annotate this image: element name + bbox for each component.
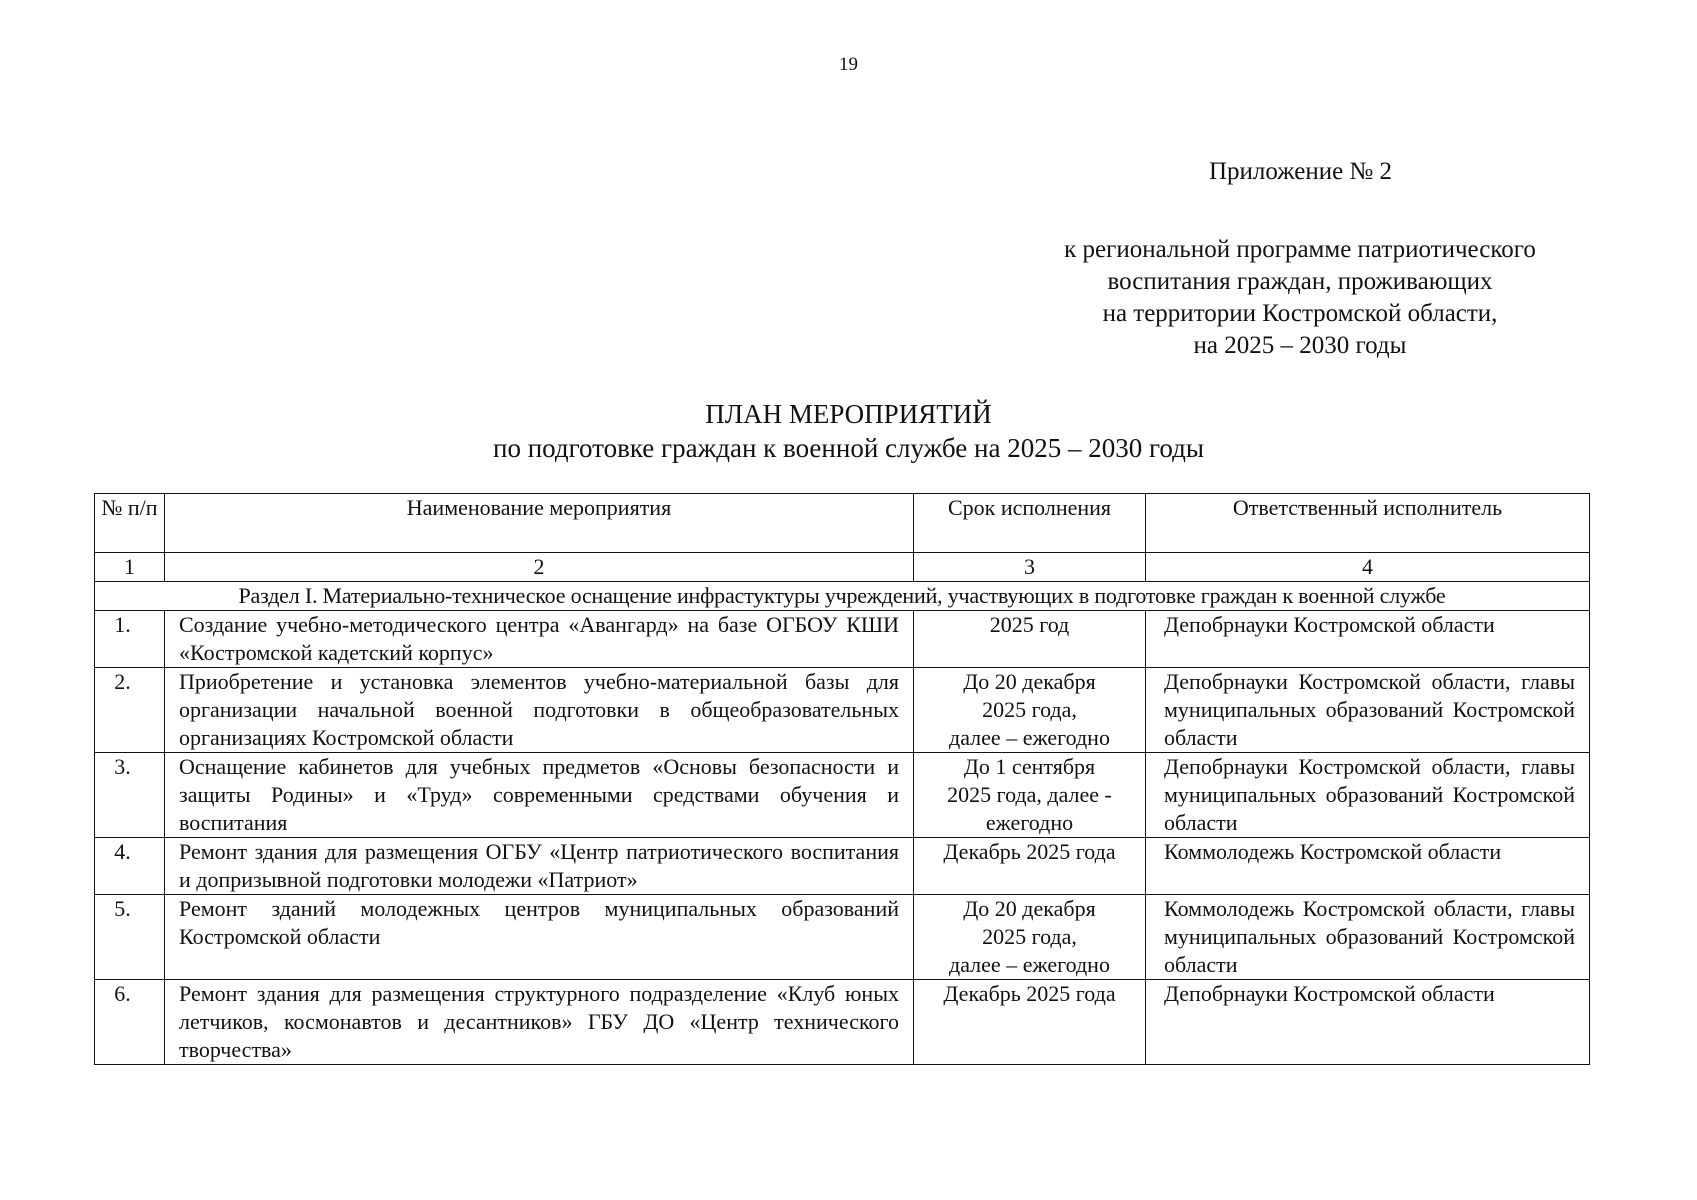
row-name: Оснащение кабинетов для учебных предметов «Основы безопасности и защиты Родины» и «Труд» современными средствами обучения и воспитания: [165, 753, 914, 838]
table-row: [95, 980, 1590, 1065]
row-term: Декабрь 2025 года: [914, 838, 1146, 895]
row-name: Ремонт зданий молодежных центров муниципальных образований Костромской области: [165, 895, 914, 980]
appendix-title: Приложение № 2: [1209, 158, 1393, 185]
row-term: До 20 декабря 2025 года, далее – ежегодно: [914, 895, 1146, 980]
header-number: № п/п: [95, 494, 165, 553]
column-number: 2: [165, 553, 914, 582]
column-number-row: [95, 553, 1590, 582]
table-row: [95, 668, 1590, 753]
table-row: [95, 895, 1590, 980]
row-number: 5.: [95, 895, 165, 980]
table-header-row: [95, 494, 1590, 553]
table-row: [95, 753, 1590, 838]
plan-heading: [0, 397, 1697, 465]
column-number: 1: [95, 553, 165, 582]
row-responsible: Депобрнауки Костромской области: [1146, 611, 1590, 668]
row-name: Создание учебно-методического центра «Авангард» на базе ОГБОУ КШИ «Костромской кадетский корпус»: [165, 611, 914, 668]
row-responsible: Депобрнауки Костромской области: [1146, 980, 1590, 1065]
row-responsible: Депобрнауки Костромской области, главы муниципальных образований Костромской области: [1146, 753, 1590, 838]
section-row: [95, 582, 1590, 611]
row-term: До 20 декабря 2025 года, далее – ежегодно: [914, 668, 1146, 753]
table-row: [95, 611, 1590, 668]
row-name: Ремонт здания для размещения структурного подразделение «Клуб юных летчиков, космонавтов и десантников» ГБУ ДО «Центр технического творчества»: [165, 980, 914, 1065]
row-number: 2.: [95, 668, 165, 753]
row-number: 6.: [95, 980, 165, 1065]
row-term: До 1 сентября 2025 года, далее - ежегодно: [914, 753, 1146, 838]
row-responsible: Коммолодежь Костромской области, главы муниципальных образований Костромской области: [1146, 895, 1590, 980]
row-name: Приобретение и установка элементов учебно-материальной базы для организации начальной военной подготовки в общеобразовательных организациях Костромской области: [165, 668, 914, 753]
header-responsible: Ответственный исполнитель: [1146, 494, 1590, 553]
appendix-subtitle: к региональной программе патриотического воспитания граждан, проживающих на территории Костромской области, на 2025 – 2030 годы: [1064, 236, 1536, 359]
row-number: 3.: [95, 753, 165, 838]
column-number: 3: [914, 553, 1146, 582]
plan-title: ПЛАН МЕРОПРИЯТИЙ: [705, 399, 992, 429]
row-term: Декабрь 2025 года: [914, 980, 1146, 1065]
row-name: Ремонт здания для размещения ОГБУ «Центр патриотического воспитания и допризывной подготовки молодежи «Патриот»: [165, 838, 914, 895]
header-term: Срок исполнения: [914, 494, 1146, 553]
row-number: 4.: [95, 838, 165, 895]
row-number: 1.: [95, 611, 165, 668]
row-term: 2025 год: [914, 611, 1146, 668]
row-responsible: Депобрнауки Костромской области, главы муниципальных образований Костромской области: [1146, 668, 1590, 753]
section-title: Раздел I. Материально-техническое оснащение инфрастуктуры учреждений, участвующих в подготовке граждан к военной службе: [95, 582, 1590, 611]
header-name: Наименование мероприятия: [165, 494, 914, 553]
row-responsible: Коммолодежь Костромской области: [1146, 838, 1590, 895]
column-number: 4: [1146, 553, 1590, 582]
plan-table: [94, 493, 1590, 1065]
plan-subtitle: по подготовке граждан к военной службе на 2025 – 2030 годы: [493, 433, 1204, 463]
page-number: 19: [839, 54, 858, 75]
table-row: [95, 838, 1590, 895]
